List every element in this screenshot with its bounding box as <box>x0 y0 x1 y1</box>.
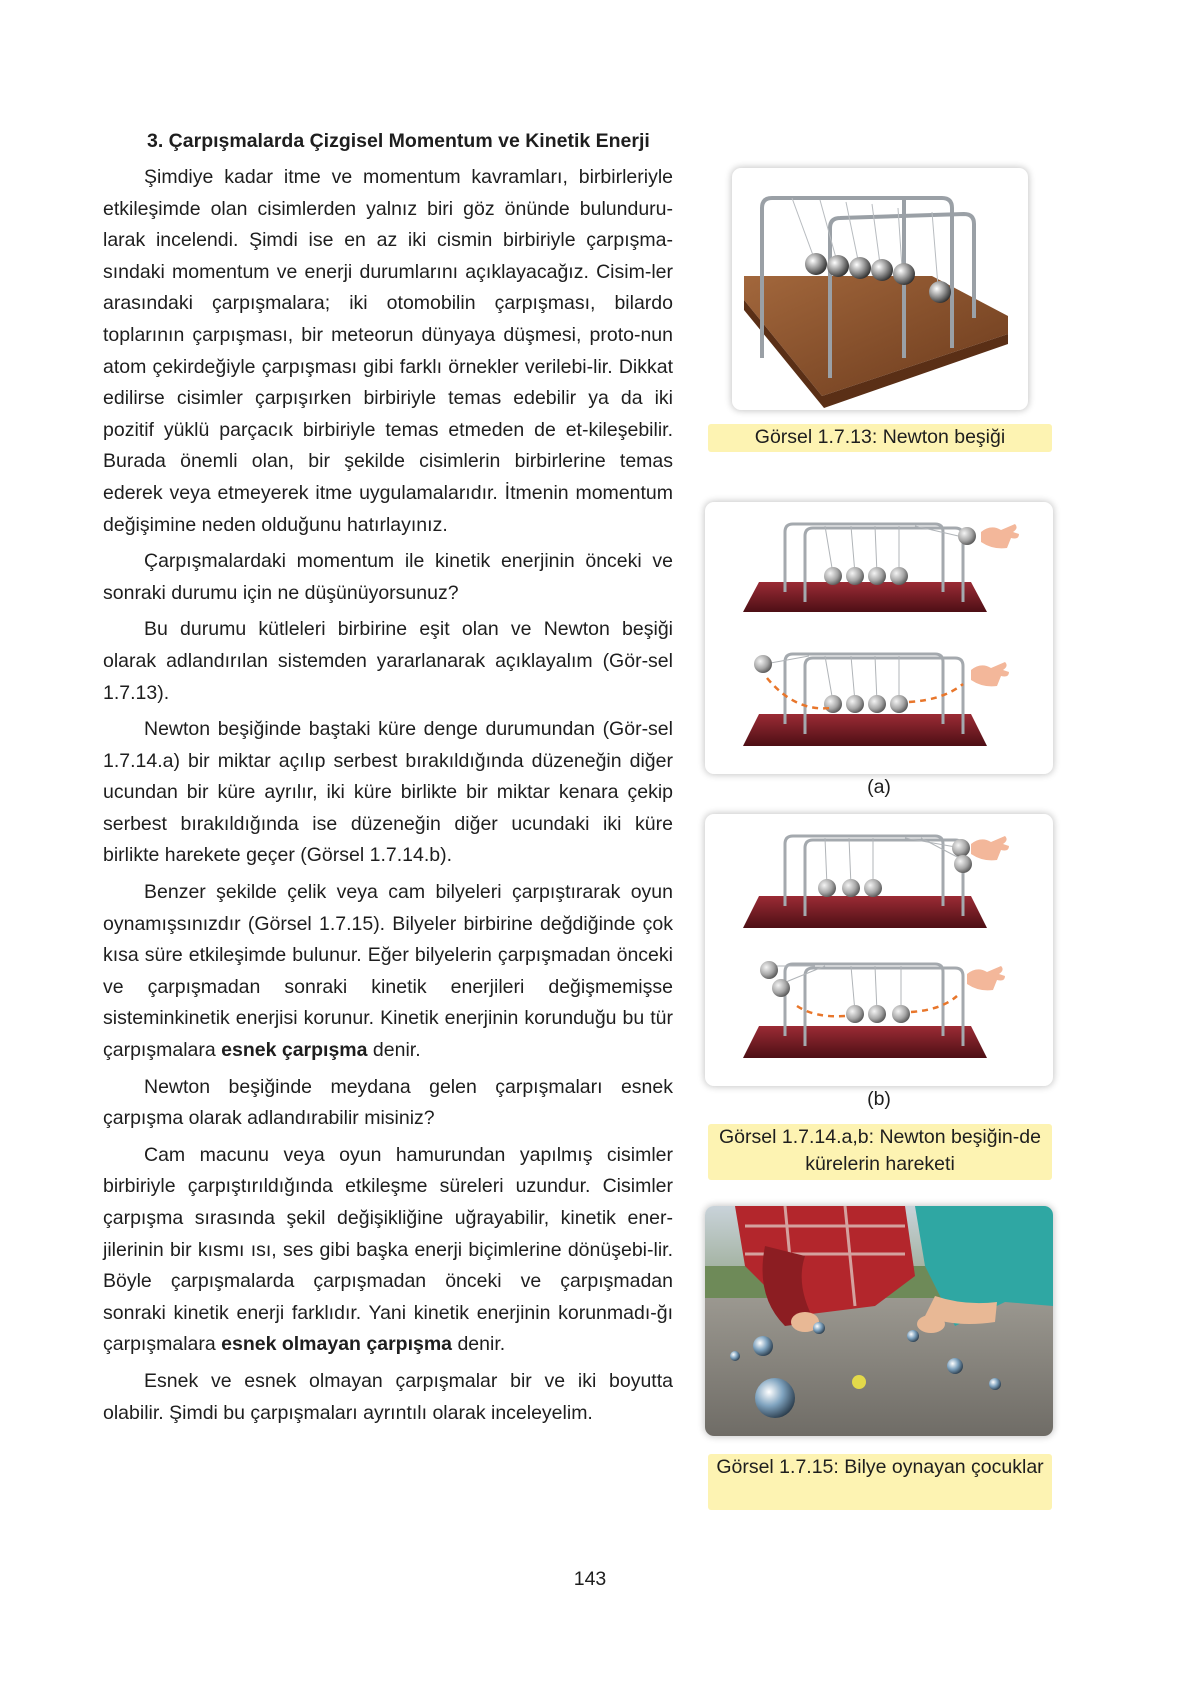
newton-cradle-photo <box>732 168 1028 410</box>
paragraph-2: Çarpışmalardaki momentum ile kinetik enerjinin önceki ve sonraki durumu için ne düşünüyorsunuz? <box>103 550 673 604</box>
newton-cradle-diagram-a <box>705 502 1053 774</box>
page-number: 143 <box>573 1568 607 1590</box>
paragraph-7 <box>103 1140 673 1361</box>
term-elastic-collision: esnek çarpışma <box>221 1039 368 1062</box>
figure-2a-label: (a) <box>867 776 891 798</box>
paragraph-5 <box>103 877 673 1067</box>
paragraph-1: Şimdiye kadar itme ve momentum kavramları, birbirleriyle etkileşimde olan cisimlerden yalnız biri göz önünde bulunduru-larak incelendi. Şimdi ise en az iki cismin birbiriyle çarpışma-sındaki momentum ve enerji durumlarını açıklayacağız. Cisim-ler arasındaki çarpışmalara; iki otomobilin çarpışması, bilardo toplarının çarpışması, bir meteorun dünyaya düşmesi, proto-nun atom çekirdeğiyle çarpışması gibi farklı örnekler verilebi-lir. Dikkat edilirse cisimler çarpışırken birbiriyle temas edebilir ya da iki pozitif yüklü parçacık birbiriyle temas etmeden de et-kileşebilir. Burada önemli olan, bir şekilde cisimlerin birbirlerine temas ederek veya etmeyerek itme uygulamalarıdır. İtmenin momentum değişimine neden olduğunu hatırlayınız. <box>103 166 673 536</box>
paragraph-5-tail: denir. <box>367 1039 421 1062</box>
figure-2b-label: (b) <box>867 1088 891 1110</box>
paragraph-3: Bu durumu kütleleri birbirine eşit olan ve Newton beşiği olarak adlandırılan sistemden yararlanarak açıklayalım (Gör-sel 1.7.13). <box>103 618 673 704</box>
section-heading: 3. Çarpışmalarda Çizgisel Momentum ve Kinetik Enerji <box>147 130 650 152</box>
paragraph-4: Newton beşiğinde baştaki küre denge durumundan (Gör-sel 1.7.14.a) bir miktar açılıp serbest bırakıldığında düzeneğin diğer ucundan bir küre ayrılır, iki küre birlikte bir miktar kenara çekip serbest bırakıldığında ise düzeneğin diğer ucundaki iki küre birlikte harekete geçer (Görsel 1.7.14.b). <box>103 718 673 867</box>
term-inelastic-collision: esnek olmayan çarpışma <box>221 1333 453 1356</box>
text-column <box>103 128 673 1434</box>
figure-1-caption: Görsel 1.7.13: Newton beşiği <box>708 424 1052 452</box>
paragraph-7-text: Cam macunu veya oyun hamurundan yapılmış cisimler birbiriyle çarpıştırıldığında etkileşme süreleri uzundur. Cisimler çarpışma sırasında şekil değişikliğine uğrayabilir, kinetik ener-jilerinin bir kısmı ısı, ses gibi başka enerji biçimlerine dönüşebi-lir. Böyle çarpışmalarda çarpışmadan önceki ve çarpışmadan sonraki kinetik enerji farklıdır. Yani kinetik enerjinin korunmadı-ğı çarpışmalara <box>103 1143 673 1356</box>
paragraph-5-text: Benzer şekilde çelik veya cam bilyeleri çarpıştırarak oyun oynamışsınızdır (Görsel 1.7.15). Bilyeler birbirine değdiğinde çok kısa süre etkileşimde bulunur. Eğer bilyelerin çarpışmadan önceki ve çarpışmadan sonraki kinetik enerjileri değişmemişse sisteminkinetik enerjisi korunur. Kinetik enerjinin korunduğu bu tür çarpışmalara <box>103 881 673 1062</box>
paragraph-7-tail: denir. <box>452 1333 506 1356</box>
paragraph-6: Newton beşiğinde meydana gelen çarpışmaları esnek çarpışma olarak adlandırabilir misiniz? <box>103 1075 673 1130</box>
newton-cradle-diagram-b <box>705 814 1053 1086</box>
figure-2-caption: Görsel 1.7.14.a,b: Newton beşiğin-de kürelerin hareketi <box>708 1124 1052 1180</box>
figure-3-caption: Görsel 1.7.15: Bilye oynayan çocuklar <box>708 1454 1052 1510</box>
paragraph-8: Esnek ve esnek olmayan çarpışmalar bir ve iki boyutta olabilir. Şimdi bu çarpışmaları ayrıntılı olarak inceleyelim. <box>103 1369 673 1424</box>
marbles-photo <box>705 1206 1053 1436</box>
